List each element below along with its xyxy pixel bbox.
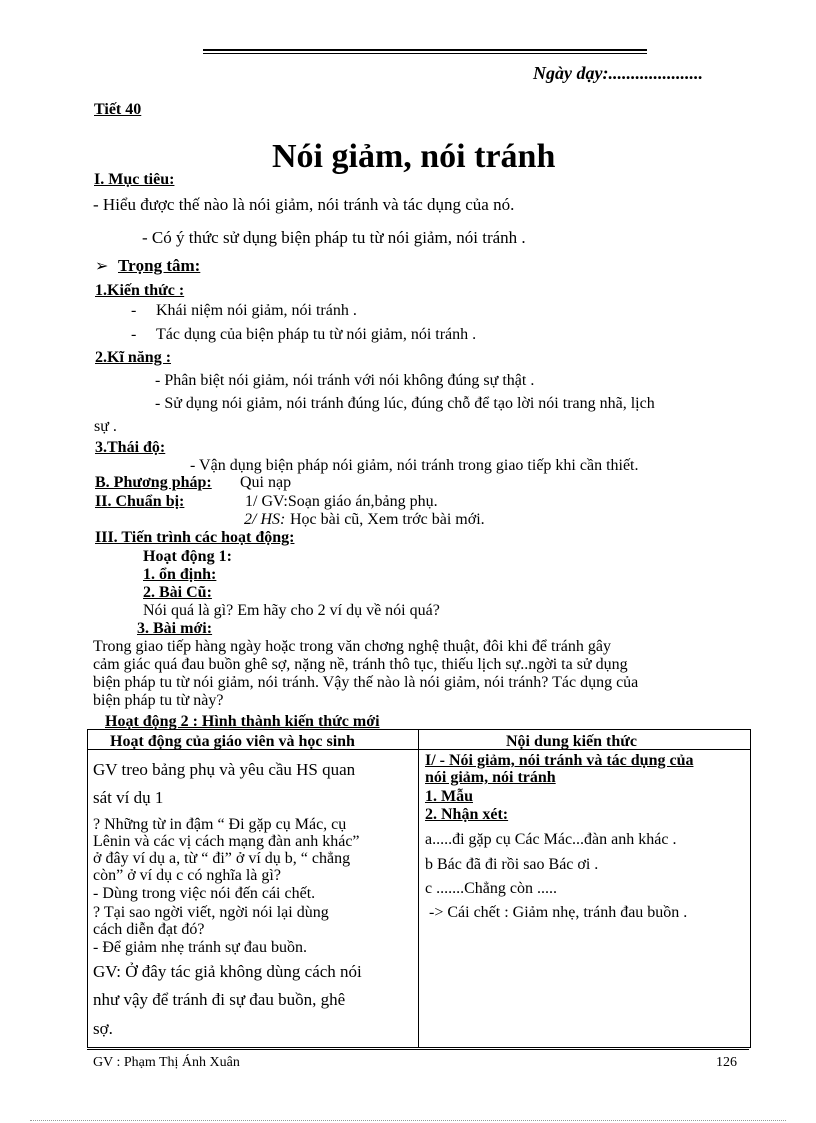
footer-rule xyxy=(87,1049,749,1050)
lesson-number: Tiết 40 xyxy=(94,101,142,118)
page-edge-dotted xyxy=(30,1120,786,1121)
left-answer-2: - Để giảm nhẹ tránh sự đau buồn. xyxy=(93,939,307,956)
stabilize-heading: 1. ổn định: xyxy=(143,566,217,583)
top-rule xyxy=(203,49,647,51)
skill-line-1: - Phân biệt nói giảm, nói tránh với nói không đúng sự thật . xyxy=(155,372,535,389)
right-conclusion: -> Cái chết : Giảm nhẹ, tránh đau buồn . xyxy=(429,904,688,921)
left-question-2a: ? Tại sao ngời viết, ngời nói lại dùng xyxy=(93,904,329,921)
right-remark: 2. Nhận xét: xyxy=(425,806,509,823)
focus-heading: Trọng tâm: xyxy=(118,256,201,275)
dash-bullet-icon: - xyxy=(131,302,137,319)
right-heading-b: nói giảm, nói tránh xyxy=(425,769,556,786)
left-question-1d: còn” ở ví dụ c có nghĩa là gì? xyxy=(93,867,281,884)
activity-2: Hoạt động 2 : Hình thành kiến thức mới xyxy=(105,713,380,730)
intro-line: biện pháp tu từ nói giảm, nói tránh. Vậy thế nào là nói giảm, nói tránh? Tác dụng của xyxy=(93,674,639,691)
right-heading-a: I/ - Nói giảm, nói tránh và tác dụng của xyxy=(425,752,694,769)
method-value: Qui nạp xyxy=(240,474,292,491)
left-question-1c: ở đây ví dụ a, từ “ đi” ở ví dụ b, “ chẳng xyxy=(93,850,351,867)
page-number: 126 xyxy=(716,1055,737,1070)
lesson-title: Nói giảm, nói tránh xyxy=(272,138,556,175)
top-rule-thin xyxy=(203,53,647,54)
knowledge-heading: 1.Kiến thức : xyxy=(95,282,185,299)
skill-line-2: - Sử dụng nói giảm, nói tránh đúng lúc, đúng chỗ để tạo lời nói trang nhã, lịch xyxy=(155,395,655,412)
preparation-hs: Học bài cũ, Xem trớc bài mới. xyxy=(290,511,485,528)
old-lesson-heading: 2. Bài Cũ: xyxy=(143,584,212,601)
intro-line: Trong giao tiếp hàng ngày hoặc trong văn chơng nghệ thuật, đôi khi để tránh gây xyxy=(93,638,611,655)
left-question-2b: cách diễn đạt đó? xyxy=(93,921,205,938)
attitude-heading: 3.Thái độ: xyxy=(95,439,166,456)
table-header-activities: Hoạt động của giáo viên và học sinh xyxy=(110,733,355,750)
knowledge-item: Khái niệm nói giảm, nói tránh . xyxy=(156,302,357,319)
intro-line: cảm giác quá đau buồn ghê sợ, nặng nề, tránh thô tục, thiếu lịch sự..ngời ta sử dụng xyxy=(93,656,628,673)
left-question-1a: ? Những từ in đậm “ Đi gặp cụ Mác, cụ xyxy=(93,816,347,833)
preparation-heading: II. Chuẩn bị: xyxy=(95,493,185,510)
date-label: Ngày dạy:..................... xyxy=(533,63,703,83)
old-lesson-question: Nói quá là gì? Em hãy cho 2 ví dụ về nói quá? xyxy=(143,602,440,619)
objectives-heading: I. Mục tiêu: xyxy=(94,171,175,188)
left-paragraph-1b: sát ví dụ 1 xyxy=(93,788,164,807)
preparation-gv: 1/ GV:Soạn giáo án,bảng phụ. xyxy=(245,493,438,510)
intro-line: biện pháp tu từ này? xyxy=(93,692,224,709)
method-heading: B. Phương pháp: xyxy=(95,474,212,491)
left-gv-note-b: như vậy để tránh đi sự đau buồn, ghê xyxy=(93,990,346,1009)
preparation-hs-label: 2/ HS: xyxy=(244,511,286,528)
right-example-c: c .......Chẳng còn ..... xyxy=(425,880,557,897)
arrow-bullet-icon: ➢ xyxy=(95,258,109,275)
objective-line-2: - Có ý thức sử dụng biện pháp tu từ nói giảm, nói tránh . xyxy=(142,228,526,247)
lesson-table xyxy=(87,729,751,1048)
left-gv-note-a: GV: Ở đây tác giả không dùng cách nói xyxy=(93,962,362,981)
activity-1: Hoạt động 1: xyxy=(143,548,232,565)
process-heading: III. Tiến trình các hoạt động: xyxy=(95,529,295,546)
skill-line-3: sự . xyxy=(94,418,117,435)
left-question-1b: Lênin và các vị cách mạng đàn anh khác” xyxy=(93,833,360,850)
right-example-a: a.....đi gặp cụ Các Mác...đàn anh khác . xyxy=(425,831,677,848)
footer-author: GV : Phạm Thị Ánh Xuân xyxy=(93,1055,240,1070)
right-sample: 1. Mẫu xyxy=(425,788,473,805)
table-header-content: Nội dung kiến thức xyxy=(506,733,637,750)
knowledge-item: Tác dụng của biện pháp tu từ nói giảm, nói tránh . xyxy=(156,326,477,343)
skills-heading: 2.Kĩ năng : xyxy=(95,349,172,366)
new-lesson-heading: 3. Bài mới: xyxy=(137,620,213,637)
right-example-b: b Bác đã đi rồi sao Bác ơi . xyxy=(425,856,599,873)
dash-bullet-icon: - xyxy=(131,326,137,343)
left-gv-note-c: sợ. xyxy=(93,1019,113,1038)
left-paragraph-1a: GV treo bảng phụ và yêu cầu HS quan xyxy=(93,760,356,779)
left-answer-1: - Dùng trong việc nói đến cái chết. xyxy=(93,885,316,902)
objective-line-1: - Hiểu được thế nào là nói giảm, nói tránh và tác dụng của nó. xyxy=(93,195,515,214)
attitude-line: - Vận dụng biện pháp nói giảm, nói tránh trong giao tiếp khi cần thiết. xyxy=(190,457,639,474)
table-column-divider xyxy=(418,730,419,1047)
